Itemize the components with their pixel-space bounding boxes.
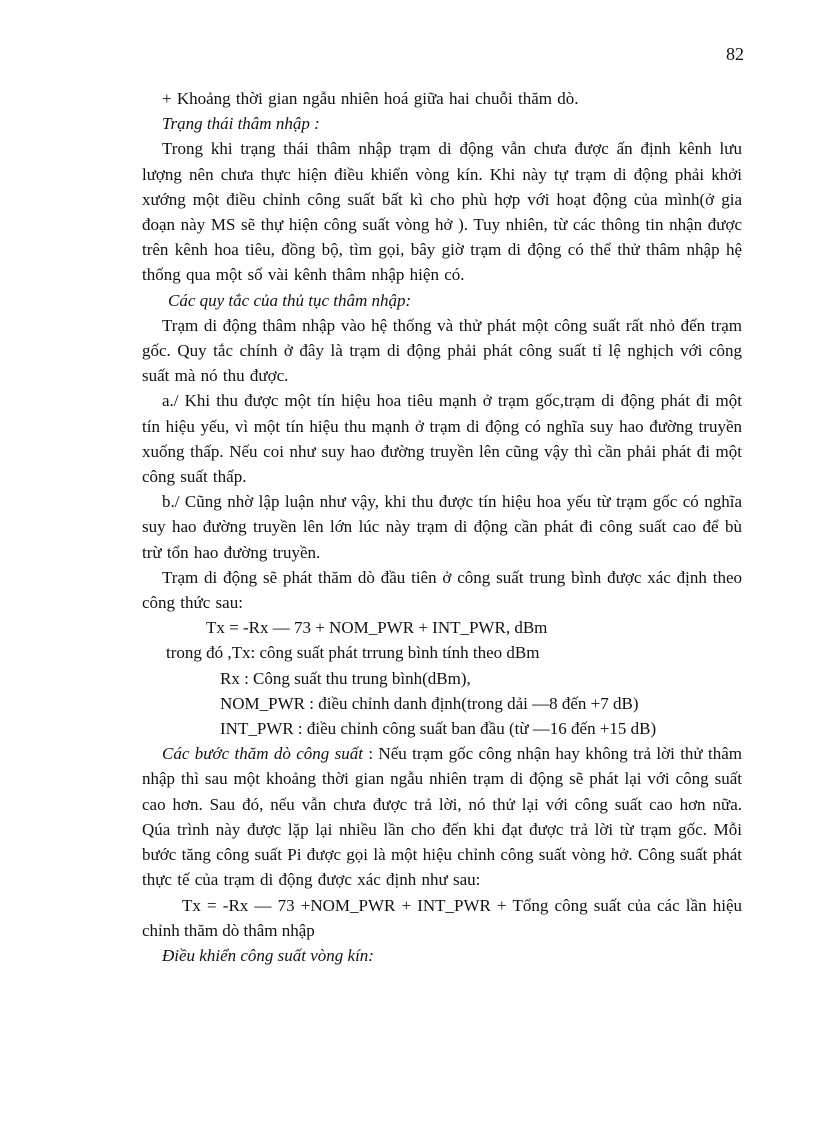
section-heading-access-rules: Các quy tắc của thủ tục thâm nhập: bbox=[168, 290, 412, 310]
formula-initial-power: Tx = -Rx — 73 + NOM_PWR + INT_PWR, dBm bbox=[206, 618, 548, 638]
paragraph-first-probe: Trạm di động sẽ phát thăm dò đầu tiên ở công suất trung bình được xác định theo công thức sau: bbox=[142, 567, 742, 613]
section-heading-closed-loop: Điều khiển công suất vòng kín: bbox=[162, 945, 374, 965]
definition-nom-pwr: NOM_PWR : điều chỉnh danh định(trong dải —8 đến +7 dB) bbox=[220, 693, 639, 713]
definition-tx: trong đó ,Tx: công suất phát trrung bình tính theo dBm bbox=[166, 643, 540, 663]
page-content bbox=[142, 86, 742, 968]
inline-heading-probe-steps: Các bước thăm dò công suất bbox=[162, 744, 363, 764]
definition-int-pwr: INT_PWR : điều chỉnh công suất ban đầu (từ —16 đến +15 dB) bbox=[220, 719, 657, 739]
paragraph-access-rules: Trạm di động thâm nhập vào hệ thống và thử phát một công suất rất nhỏ đến trạm gốc. Quy tắc chính ở đây là trạm di động phải phát công suất tỉ lệ nghịch với công suất mà nó thu được. bbox=[142, 315, 742, 386]
section-heading-access-state: Trạng thái thâm nhập : bbox=[162, 114, 320, 134]
page-number: 82 bbox=[726, 44, 744, 64]
bullet-line: + Khoảng thời gian ngẫu nhiên hoá giữa hai chuỗi thăm dò. bbox=[162, 89, 579, 108]
definition-rx: Rx : Công suất thu trung bình(dBm), bbox=[220, 668, 471, 688]
paragraph-rule-b: b./ Cũng nhờ lập luận như vậy, khi thu được tín hiệu hoa yếu từ trạm gốc có nghĩa suy hao đường truyền lên lớn lúc này trạm di động cần phát đi công suất cao để bù trừ tổn hao đường truyền. bbox=[142, 492, 742, 562]
paragraph-access-state: Trong khi trạng thái thâm nhập trạm di động vẫn chưa được ấn định kênh lưu lượng nên chưa thực hiện điều khiển vòng kín. Khi này tự trạm di động phải khởi xướng một điều chỉnh công suất bất kì cho phù hợp với hoạt động của mình(ở gia đoạn này MS sẽ thự hiện công suất vòng hở ). Tuy nhiên, từ các thông tin nhận được trên kênh hoa tiêu, đồng bộ, tìm gọi, bây giờ trạm di động có thể thử thâm nhập hệ thống qua một số vài kênh thâm nhập hiện có. bbox=[142, 139, 742, 285]
paragraph-probe-steps bbox=[142, 741, 742, 892]
paragraph-probe-steps-text: : Nếu trạm gốc công nhận hay không trả lời thử thâm nhập thì sau một khoảng thời gian ngẫu nhiên trạm di động sẽ phát lại với công suất cao hơn. Sau đó, nếu vẫn chưa được trả lời, nó thử lại với công suất cao hơn nữa. Qúa trình này được lặp lại nhiều lần cho đến khi đạt được trả lời từ trạm gốc. Mỗi bước tăng công suất Pi được gọi là một hiệu chỉnh công suất vòng hở. Công suất phát thực tế của trạm di động được xác định như sau: bbox=[142, 744, 742, 890]
paragraph-rule-a: a./ Khi thu được một tín hiệu hoa tiêu mạnh ở trạm gốc,trạm di động phát đi một tín hiệu yếu, vì một tín hiệu thu mạnh ở trạm di động có nghĩa suy hao đường truyền xuống thấp. Nếu coi như suy hao đường truyền lên cũng vậy thì cần phải phát đi một công suất thấp. bbox=[142, 391, 742, 487]
formula-actual-power: Tx = -Rx — 73 +NOM_PWR + INT_PWR + Tổng công suất của các lần hiệu chỉnh thăm dò thâm nhập bbox=[142, 895, 742, 940]
